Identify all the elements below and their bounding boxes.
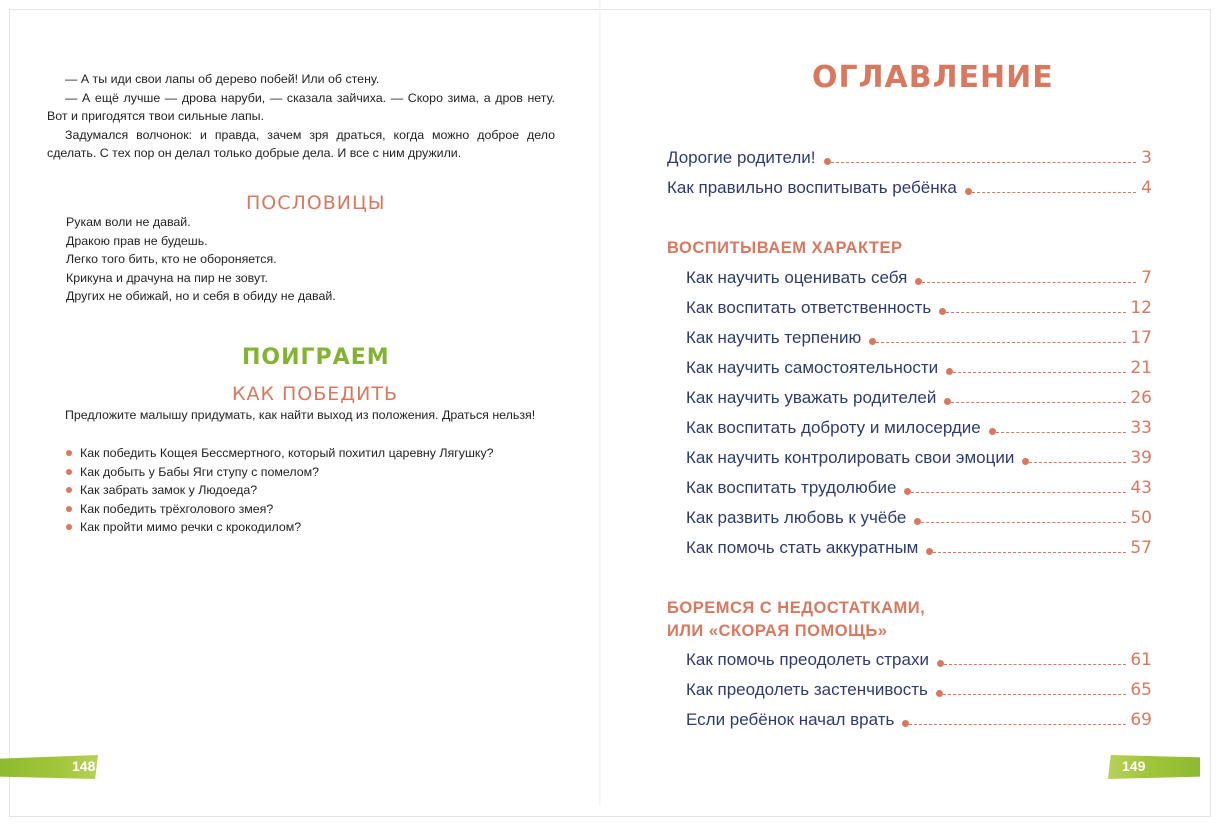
leader-dot-icon (936, 690, 943, 697)
toc-entry-title: Как воспитать доброту и милосердие (686, 418, 981, 437)
dotted-leader (921, 522, 1126, 523)
toc-entry-title: Как воспитать ответственность (686, 298, 932, 317)
toc-entry-page: 4 (1141, 178, 1152, 198)
toc-entry-title: Как научить оценивать себя (686, 268, 908, 287)
proverb-item: Рукам воли не давай. (66, 215, 191, 229)
list-item-text: Как победить трёхголового змея? (80, 501, 274, 516)
book-gutter (599, 0, 601, 806)
leader-dot-icon (1022, 458, 1029, 465)
dotted-leader (996, 432, 1126, 433)
toc-entry-page: 12 (1130, 298, 1152, 318)
toc-entry-title: Как преодолеть застенчивость (686, 680, 928, 699)
toc-entry-title: Как помочь стать аккуратным (686, 538, 919, 557)
dotted-leader (909, 724, 1126, 725)
story-paragraph: Задумался волчонок: и правда, зачем зря драться, когда можно доброе дело сделать. С тех пор он делал только добрые дела. И все с ним дружили. (47, 127, 555, 161)
list-item-text: Как забрать замок у Людоеда? (80, 483, 258, 498)
toc-entry[interactable] (686, 298, 1152, 320)
toc-entry-title: Как научить контролировать свои эмоции (686, 448, 1015, 467)
list-item (62, 518, 562, 537)
toc-section-heading: БОРЕМСЯ С НЕДОСТАТКАМИ, (667, 599, 926, 617)
toc-entry-page: 57 (1130, 538, 1152, 558)
play-intro (47, 406, 555, 425)
toc-entry-page: 43 (1130, 478, 1152, 498)
list-item (62, 444, 562, 463)
leader-dot-icon (824, 158, 831, 165)
toc-entry-title: Как правильно воспитывать ребёнка (667, 178, 957, 197)
toc-entry-page: 69 (1130, 710, 1152, 730)
toc-entry[interactable] (667, 148, 1152, 170)
toc-title: ОГЛАВЛЕНИЕ (812, 60, 1054, 95)
proverb-item: Крикуна и драчуна на пир не зовут. (66, 270, 268, 285)
story-paragraph: — А ещё лучше — дрова наруби, — сказала зайчиха. — Скоро зима, а дров нету. Вот и пригодятся твои сильные лапы. (47, 90, 555, 124)
toc-entry-title: Как научить терпению (686, 328, 862, 347)
toc-entry-page: 50 (1130, 508, 1152, 528)
toc-entry[interactable] (686, 358, 1152, 380)
dotted-leader (972, 192, 1136, 193)
right-page-number: 149 (1122, 758, 1146, 774)
toc-entry-page: 3 (1141, 148, 1152, 168)
proverb-item: Дракою прав не будешь. (66, 233, 208, 248)
list-item-text: Как победить Кощея Бессмертного, который похитил царевну Лягушку? (80, 446, 494, 460)
bullet-icon (66, 450, 72, 456)
dotted-leader (831, 162, 1136, 163)
proverbs-list (66, 213, 556, 306)
bullet-icon (66, 469, 72, 475)
toc-entry-title: Как воспитать трудолюбие (686, 478, 897, 497)
toc-entry-title: Как научить самостоятельности (686, 358, 939, 377)
toc-entry[interactable] (686, 478, 1152, 500)
list-item (62, 500, 562, 519)
play-question-list (62, 444, 562, 537)
toc-section-heading: ВОСПИТЫВАЕМ ХАРАКТЕР (667, 239, 903, 257)
toc-entry[interactable] (686, 508, 1152, 530)
dotted-leader (953, 372, 1126, 373)
toc-entry[interactable] (686, 268, 1152, 290)
dotted-leader (933, 552, 1126, 553)
toc-entry[interactable] (686, 418, 1152, 440)
leader-dot-icon (902, 720, 909, 727)
bullet-icon (66, 524, 72, 530)
toc-entry[interactable] (686, 388, 1152, 410)
toc-entry-title: Как помочь преодолеть страхи (686, 650, 929, 669)
dotted-leader (951, 402, 1126, 403)
toc-entry-page: 26 (1130, 388, 1152, 408)
toc-entry-title: Как развить любовь к учёбе (686, 508, 907, 527)
leader-dot-icon (937, 660, 944, 667)
play-heading: ПОИГРАЕМ (242, 345, 390, 370)
proverbs-heading: ПОСЛОВИЦЫ (246, 192, 386, 214)
leader-dot-icon (944, 398, 951, 405)
leader-dot-icon (904, 488, 911, 495)
toc-entry-title: Как научить уважать родителей (686, 388, 937, 407)
leader-dot-icon (989, 428, 996, 435)
leader-dot-icon (914, 518, 921, 525)
play-subheading: КАК ПОБЕДИТЬ (232, 383, 398, 405)
toc-entry-page: 65 (1130, 680, 1152, 700)
toc-entry[interactable] (686, 650, 1152, 672)
toc-entry-page: 39 (1130, 448, 1152, 468)
toc-entry-title: Дорогие родители! (667, 148, 816, 167)
toc-entry-page: 7 (1141, 268, 1152, 288)
toc-entry-page: 21 (1130, 358, 1152, 378)
list-item (62, 463, 562, 482)
leader-dot-icon (946, 368, 953, 375)
bullet-icon (66, 487, 72, 493)
list-item-text: Как пройти мимо речки с крокодилом? (80, 520, 302, 535)
dotted-leader (944, 664, 1126, 665)
leader-dot-icon (869, 338, 876, 345)
toc-entry[interactable] (686, 710, 1152, 732)
proverb-item: Других не обижай, но и себя в обиду не давай. (66, 289, 336, 304)
list-item (62, 481, 562, 500)
proverb-item: Легко того бить, кто не обороняется. (66, 252, 277, 267)
dotted-leader (876, 342, 1126, 343)
list-item-text: Как добыть у Бабы Яги ступу с помелом? (80, 464, 320, 479)
dotted-leader (1029, 462, 1126, 463)
leader-dot-icon (915, 278, 922, 285)
story-paragraph: — А ты иди свои лапы об дерево побей! Или об стену. (65, 72, 380, 86)
toc-entry[interactable] (686, 680, 1152, 702)
story-text (47, 70, 555, 163)
dotted-leader (922, 282, 1136, 283)
dotted-leader (911, 492, 1126, 493)
toc-entry-page: 61 (1130, 650, 1152, 670)
leader-dot-icon (939, 308, 946, 315)
bullet-icon (66, 506, 72, 512)
toc-entry[interactable] (686, 448, 1152, 470)
leader-dot-icon (926, 548, 933, 555)
toc-entry[interactable] (667, 178, 1152, 200)
toc-section-heading: ИЛИ «СКОРАЯ ПОМОЩЬ» (667, 622, 888, 640)
leader-dot-icon (965, 188, 972, 195)
toc-entry-page: 17 (1130, 328, 1152, 348)
dotted-leader (946, 312, 1126, 313)
left-page-number: 148 (72, 758, 96, 774)
toc-entry[interactable] (686, 538, 1152, 560)
dotted-leader (943, 694, 1126, 695)
toc-entry[interactable] (686, 328, 1152, 350)
toc-entry-title: Если ребёнок начал врать (686, 710, 895, 729)
play-intro-text: Предложите малышу придумать, как найти выход из положения. Драться нельзя! (65, 408, 536, 422)
toc-entry-page: 33 (1130, 418, 1152, 438)
